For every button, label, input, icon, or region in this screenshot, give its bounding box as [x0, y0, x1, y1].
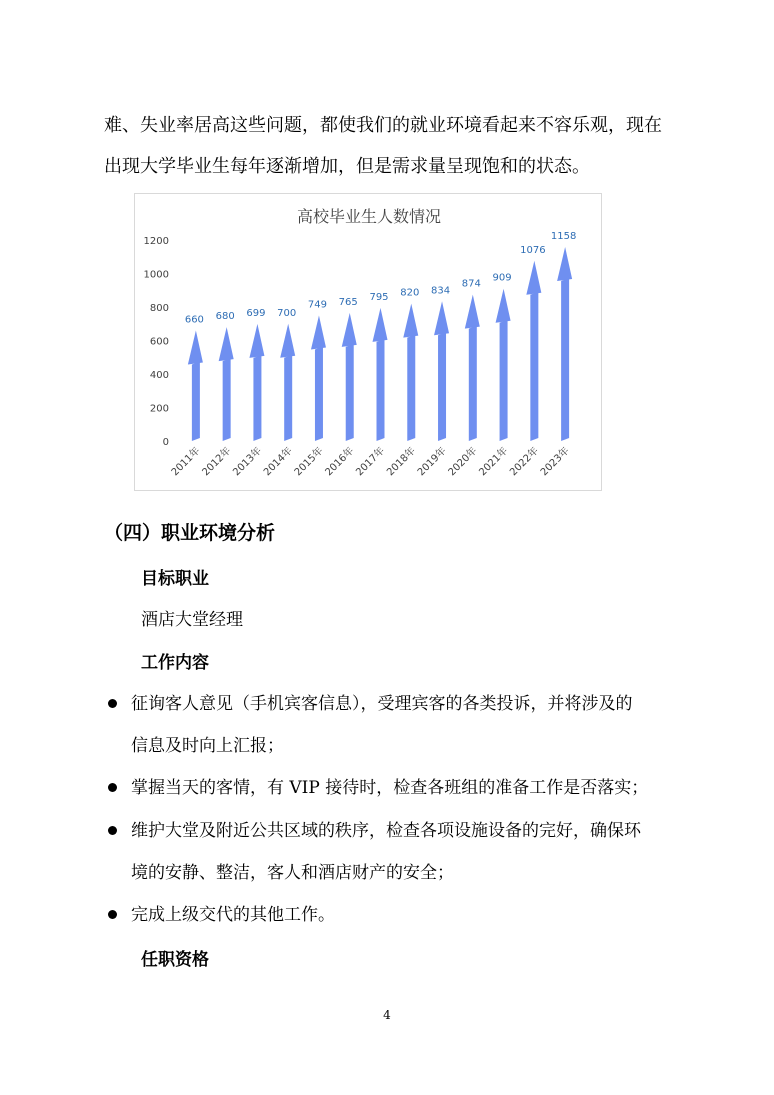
- x-tick-label-2012年: 2012年: [200, 445, 234, 479]
- x-tick-label-2018年: 2018年: [385, 445, 418, 479]
- y-axis: [144, 236, 169, 448]
- section-heading: （四）职业环境分析: [104, 522, 276, 544]
- data-label-2015年: 749: [307, 299, 328, 311]
- y-tick-label: 400: [149, 370, 169, 381]
- chart-svg: [135, 194, 603, 492]
- data-label-2022年: 1076: [520, 244, 546, 256]
- bar-2011年: [188, 330, 203, 441]
- data-label-2023年: 1158: [550, 231, 577, 243]
- x-tick-label-2023年: 2023年: [538, 445, 572, 479]
- bar-2017年: [373, 308, 388, 441]
- data-label-2020年: 874: [461, 278, 481, 290]
- bar-2013年: [249, 324, 264, 441]
- x-tick-label-2021年: 2021年: [477, 445, 511, 479]
- bullet-icon: [108, 783, 117, 792]
- x-tick-label-2011年: 2011年: [169, 445, 203, 479]
- list-item-1-line-2: 信息及时向上汇报；: [131, 736, 284, 756]
- data-label-2014年: 700: [277, 307, 297, 319]
- bar-group: [185, 231, 577, 441]
- chart-title: 高校毕业生人数情况: [296, 207, 442, 226]
- target-job-label: 目标职业: [141, 569, 209, 589]
- bullet-icon: [108, 910, 117, 919]
- y-tick-label: 1200: [143, 236, 169, 247]
- bullet-icon: [108, 826, 117, 835]
- y-tick-label: 800: [149, 303, 169, 314]
- bar-2019年: [434, 301, 449, 441]
- graduates-chart: [134, 193, 602, 491]
- bar-2014年: [280, 324, 295, 441]
- work-content-label: 工作内容: [141, 653, 209, 673]
- list-item-3-line-2: 境的安静、整洁，客人和酒店财产的安全；: [131, 863, 454, 883]
- data-label-2012年: 680: [215, 311, 235, 323]
- intro-line-1: 难、失业率居高这些问题，都使我们的就业环境看起来不容乐观，现在: [104, 115, 662, 136]
- bar-2023年: [557, 247, 572, 441]
- data-label-2017年: 795: [369, 291, 389, 303]
- data-label-2019年: 834: [430, 285, 451, 297]
- bar-2021年: [496, 289, 511, 441]
- y-tick-label: 600: [149, 336, 169, 348]
- data-label-2013年: 699: [246, 307, 266, 319]
- data-label-2016年: 765: [338, 296, 358, 308]
- x-tick-label-2013年: 2013年: [231, 445, 265, 479]
- bar-2016年: [342, 313, 357, 441]
- bullet-icon: [108, 699, 117, 708]
- list-item-3-line-1: 维护大堂及附近公共区域的秩序，检查各项设施设备的完好，确保环: [131, 821, 641, 841]
- y-tick-label: 1000: [143, 269, 169, 281]
- data-label-2011年: 660: [184, 314, 204, 326]
- list-item-1-line-1: 征询客人意见（手机宾客信息），受理宾客的各类投诉，并将涉及的: [131, 694, 633, 714]
- bar-2015年: [311, 316, 326, 441]
- x-tick-label-2017年: 2017年: [354, 445, 388, 479]
- page-number: 4: [383, 1008, 391, 1022]
- x-tick-label-2019年: 2019年: [415, 445, 449, 479]
- x-tick-label-2022年: 2022年: [508, 445, 541, 479]
- bar-2018年: [403, 304, 418, 441]
- x-axis: [168, 444, 571, 478]
- bar-2020年: [465, 295, 480, 441]
- x-tick-label-2016年: 2016年: [323, 445, 357, 479]
- data-label-2018年: 820: [400, 287, 420, 299]
- x-tick-label-2020年: 2020年: [446, 445, 480, 479]
- data-label-2021年: 909: [492, 272, 512, 284]
- qualification-label: 任职资格: [141, 950, 209, 970]
- y-tick-label: 200: [149, 403, 169, 415]
- x-tick-label-2014年: 2014年: [261, 445, 295, 479]
- bar-2012年: [219, 327, 234, 441]
- x-tick-label-2015年: 2015年: [292, 445, 326, 479]
- bar-2022年: [526, 261, 541, 441]
- intro-line-2: 出现大学毕业生每年逐渐增加，但是需求量呈现饱和的状态。: [104, 156, 590, 177]
- list-item-4-line-1: 完成上级交代的其他工作。: [131, 905, 335, 925]
- list-item-2-line-1: 掌握当天的客情，有 VIP 接待时，检查各班组的准备工作是否落实；: [131, 778, 649, 798]
- target-job-value: 酒店大堂经理: [141, 610, 243, 630]
- y-tick-label: 0: [162, 437, 169, 448]
